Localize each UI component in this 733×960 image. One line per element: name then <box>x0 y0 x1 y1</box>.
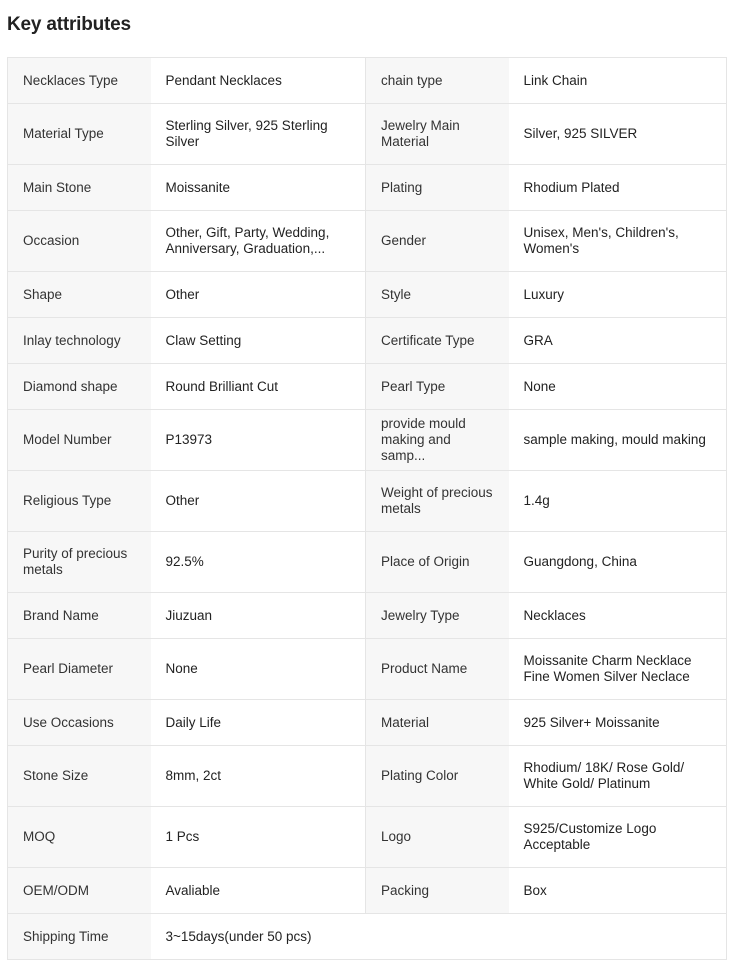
attr-label-shipping-time: Shipping Time <box>8 914 151 960</box>
attr-value-material: 925 Silver+ Moissanite <box>509 700 727 746</box>
attr-value-logo: S925/Customize Logo Acceptable <box>509 807 727 868</box>
attr-value-religious-type: Other <box>151 471 366 532</box>
attr-label-main-stone: Main Stone <box>8 165 151 211</box>
attr-value-certificate-type: GRA <box>509 318 727 364</box>
attr-label-purity-precious-metals: Purity of precious metals <box>8 532 151 593</box>
attr-value-model-number: P13973 <box>151 410 366 471</box>
table-row <box>8 471 727 532</box>
attr-value-pearl-type: None <box>509 364 727 410</box>
attr-label-style: Style <box>366 272 509 318</box>
attr-value-style: Luxury <box>509 272 727 318</box>
attr-label-necklaces-type: Necklaces Type <box>8 58 151 104</box>
attr-value-stone-size: 8mm, 2ct <box>151 746 366 807</box>
attr-value-plating: Rhodium Plated <box>509 165 727 211</box>
attr-value-oem-odm: Avaliable <box>151 868 366 914</box>
attr-value-plating-color: Rhodium/ 18K/ Rose Gold/ White Gold/ Platinum <box>509 746 727 807</box>
attr-label-shape: Shape <box>8 272 151 318</box>
table-row <box>8 914 727 960</box>
key-attributes-table <box>7 57 727 960</box>
attr-value-pearl-diameter: None <box>151 639 366 700</box>
attr-value-necklaces-type: Pendant Necklaces <box>151 58 366 104</box>
attr-label-stone-size: Stone Size <box>8 746 151 807</box>
attr-value-inlay-technology: Claw Setting <box>151 318 366 364</box>
attr-value-gender: Unisex, Men's, Children's, Women's <box>509 211 727 272</box>
attr-label-inlay-technology: Inlay technology <box>8 318 151 364</box>
attr-value-main-stone: Moissanite <box>151 165 366 211</box>
table-row <box>8 272 727 318</box>
attr-label-oem-odm: OEM/ODM <box>8 868 151 914</box>
attr-value-chain-type: Link Chain <box>509 58 727 104</box>
attr-value-diamond-shape: Round Brilliant Cut <box>151 364 366 410</box>
attr-value-material-type: Sterling Silver, 925 Sterling Silver <box>151 104 366 165</box>
table-row <box>8 104 727 165</box>
attr-value-weight-precious-metals: 1.4g <box>509 471 727 532</box>
attr-value-place-of-origin: Guangdong, China <box>509 532 727 593</box>
table-row <box>8 746 727 807</box>
attr-value-jewelry-type: Necklaces <box>509 593 727 639</box>
attr-label-plating-color: Plating Color <box>366 746 509 807</box>
attr-label-logo: Logo <box>366 807 509 868</box>
table-row <box>8 868 727 914</box>
attr-label-brand-name: Brand Name <box>8 593 151 639</box>
attr-value-jewelry-main-material: Silver, 925 SILVER <box>509 104 727 165</box>
attr-label-packing: Packing <box>366 868 509 914</box>
attr-value-use-occasions: Daily Life <box>151 700 366 746</box>
table-row <box>8 532 727 593</box>
attr-label-jewelry-type: Jewelry Type <box>366 593 509 639</box>
attr-label-plating: Plating <box>366 165 509 211</box>
attr-label-mould-making: provide mould making and samp... <box>366 410 509 471</box>
table-row <box>8 318 727 364</box>
attr-value-moq: 1 Pcs <box>151 807 366 868</box>
table-row <box>8 58 727 104</box>
table-row <box>8 165 727 211</box>
attr-label-moq: MOQ <box>8 807 151 868</box>
table-row <box>8 807 727 868</box>
attr-value-purity-precious-metals: 92.5% <box>151 532 366 593</box>
attr-label-material-type: Material Type <box>8 104 151 165</box>
attr-value-brand-name: Jiuzuan <box>151 593 366 639</box>
table-row <box>8 639 727 700</box>
attr-label-occasion: Occasion <box>8 211 151 272</box>
table-row <box>8 700 727 746</box>
attr-label-material: Material <box>366 700 509 746</box>
table-row <box>8 364 727 410</box>
table-row <box>8 211 727 272</box>
attr-label-place-of-origin: Place of Origin <box>366 532 509 593</box>
attr-value-mould-making: sample making, mould making <box>509 410 727 471</box>
attr-value-packing: Box <box>509 868 727 914</box>
attr-label-model-number: Model Number <box>8 410 151 471</box>
attr-value-occasion: Other, Gift, Party, Wedding, Anniversary, Graduation,... <box>151 211 366 272</box>
attr-label-diamond-shape: Diamond shape <box>8 364 151 410</box>
attr-label-product-name: Product Name <box>366 639 509 700</box>
attr-label-pearl-type: Pearl Type <box>366 364 509 410</box>
attr-label-certificate-type: Certificate Type <box>366 318 509 364</box>
attr-label-pearl-diameter: Pearl Diameter <box>8 639 151 700</box>
attr-label-weight-precious-metals: Weight of precious metals <box>366 471 509 532</box>
attr-label-religious-type: Religious Type <box>8 471 151 532</box>
attr-label-use-occasions: Use Occasions <box>8 700 151 746</box>
section-title: Key attributes <box>7 14 131 35</box>
attr-label-gender: Gender <box>366 211 509 272</box>
table-row <box>8 410 727 471</box>
attr-value-shape: Other <box>151 272 366 318</box>
attr-label-chain-type: chain type <box>366 58 509 104</box>
attr-label-jewelry-main-material: Jewelry Main Material <box>366 104 509 165</box>
table-row <box>8 593 727 639</box>
attr-value-product-name: Moissanite Charm Necklace Fine Women Silver Neclace <box>509 639 727 700</box>
attr-value-shipping-time: 3~15days(under 50 pcs) <box>151 914 727 960</box>
